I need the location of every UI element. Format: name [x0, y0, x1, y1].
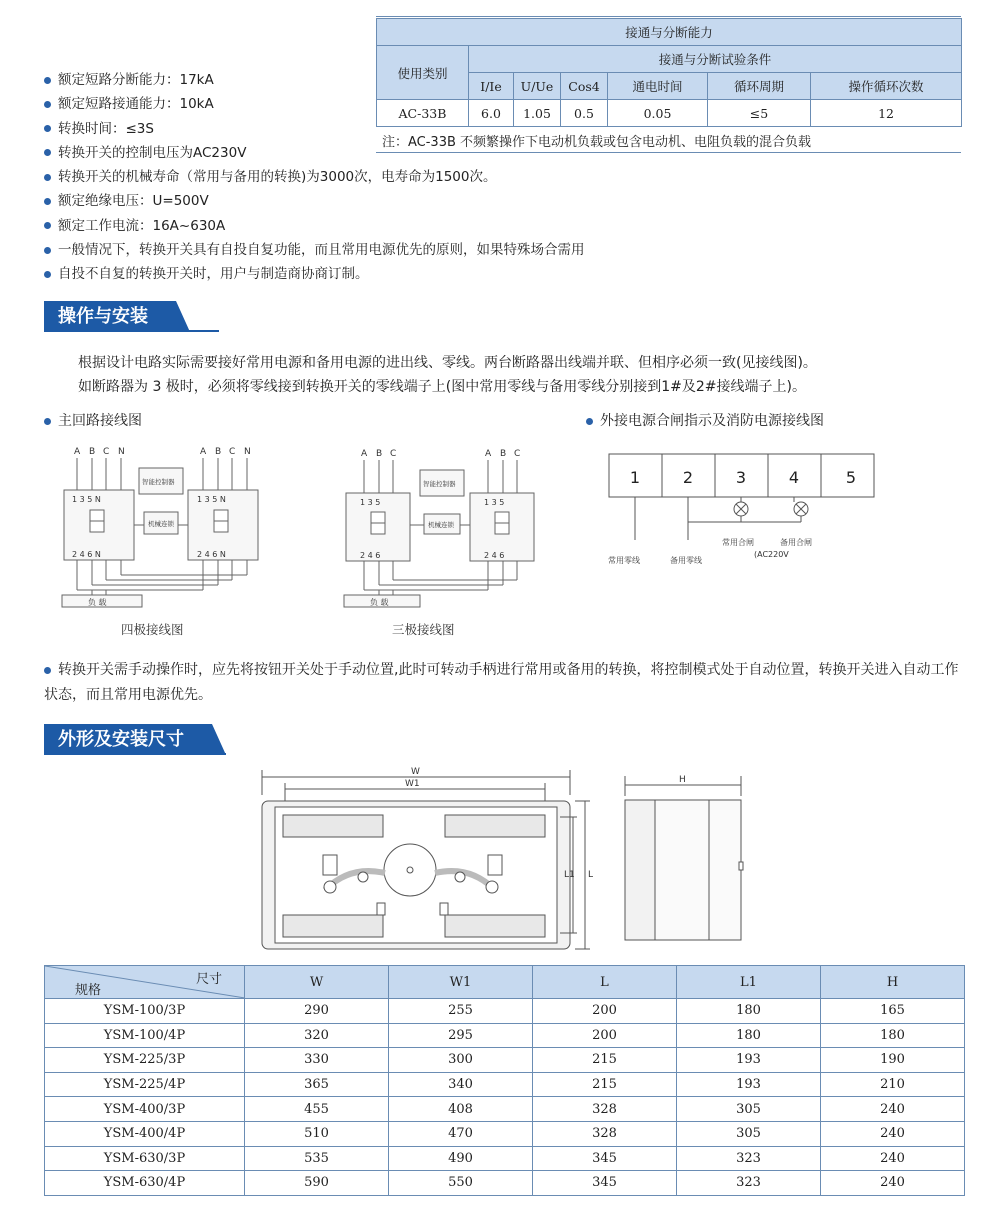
list-item: 自投不自复的转换开关时，用户与制造商协商订制。	[44, 262, 585, 286]
column-header: H	[821, 966, 965, 999]
table-cell: 193	[677, 1048, 821, 1073]
column-header: Cos4	[561, 73, 608, 100]
table-row	[45, 1048, 965, 1073]
list-item: 额定工作电流：16A~630A	[44, 214, 585, 238]
terminal-label: 1 3 5	[360, 498, 381, 507]
terminal-label: 2 4 6 N	[197, 550, 226, 559]
table-cell: 190	[821, 1048, 965, 1073]
table-cell: 1.05	[514, 100, 561, 127]
table-cell: 193	[677, 1072, 821, 1097]
table-cell: 165	[821, 999, 965, 1024]
table-cell: 255	[389, 999, 533, 1024]
table-cell: 455	[245, 1097, 389, 1122]
phase-label: B	[376, 449, 383, 459]
three-pole-wiring-diagram	[340, 440, 560, 615]
table-cell: AC-33B	[377, 100, 469, 127]
load-label: 负 载	[370, 598, 389, 607]
table-title: 接通与分断能力	[377, 19, 962, 46]
table-cell: 210	[821, 1072, 965, 1097]
table-cell: ≤5	[708, 100, 811, 127]
table-cell: 345	[533, 1146, 677, 1171]
controller-label: 智能控制器	[142, 478, 175, 486]
table-cell: 200	[533, 999, 677, 1024]
terminal-label: 1 3 5	[484, 498, 505, 507]
model-cell: YSM-100/3P	[45, 999, 245, 1024]
dimension-label: W1	[405, 779, 420, 789]
table-cell: 305	[677, 1097, 821, 1122]
table-cell: 300	[389, 1048, 533, 1073]
phase-label: N	[244, 447, 251, 457]
table-cell: 240	[821, 1121, 965, 1146]
phase-label: C	[514, 449, 521, 459]
controller-label: 智能控制器	[423, 480, 456, 488]
model-cell: YSM-400/3P	[45, 1097, 245, 1122]
front-outline-drawing	[255, 765, 605, 960]
table-cell: 12	[811, 100, 962, 127]
bullet-dot-icon	[44, 149, 51, 156]
load-label: 负 载	[88, 598, 107, 607]
table-note: 注：AC-33B 不频繁操作下电动机负载或包含电动机、电阻负载的混合负载	[382, 135, 812, 150]
table-cell: 590	[245, 1171, 389, 1196]
corner-bottom-label: 规格	[75, 983, 102, 998]
column-header: L1	[677, 966, 821, 999]
interlock-label: 机械连锁	[148, 520, 174, 528]
table-row	[45, 1072, 965, 1097]
column-header: I/Ie	[469, 73, 514, 100]
table-cell: 345	[533, 1171, 677, 1196]
table-cell: 0.5	[561, 100, 608, 127]
column-header: W	[245, 966, 389, 999]
table-cell: 550	[389, 1171, 533, 1196]
terminal-number: 4	[788, 468, 800, 487]
terminal-label: 1 3 5 N	[72, 495, 101, 504]
manual-operation-note: 转换开关需手动操作时，应先将按钮开关处于手动位置,此时可转动手柄进行常用或备用的转换，将控制模式处于自动位置，转换开关进入自动工作状态，而且常用电源优先。	[44, 662, 959, 703]
four-pole-caption: 四极接线图	[121, 622, 184, 637]
bullet-dot-icon	[44, 271, 51, 278]
section-title-operation: 操作与安装	[44, 301, 176, 332]
bullet-dot-icon	[44, 174, 51, 181]
model-cell: YSM-400/4P	[45, 1121, 245, 1146]
phase-label: C	[229, 447, 236, 457]
terminal-number: 1	[629, 468, 641, 487]
bullet-dot-icon	[44, 667, 51, 674]
phase-label: C	[103, 447, 110, 457]
terminal-label: 2 4 6 N	[72, 550, 101, 559]
model-cell: YSM-225/3P	[45, 1048, 245, 1073]
table-cell: 323	[677, 1146, 821, 1171]
table-cell: 535	[245, 1146, 389, 1171]
table-cell: 408	[389, 1097, 533, 1122]
table-cell: 295	[389, 1023, 533, 1048]
table-cell: 180	[677, 999, 821, 1024]
table-cell: 328	[533, 1097, 677, 1122]
table-cell: 0.05	[608, 100, 708, 127]
bullet-dot-icon	[44, 222, 51, 229]
table-cell: 305	[677, 1121, 821, 1146]
category-header: 使用类别	[377, 46, 469, 100]
table-row	[45, 999, 965, 1024]
terminal-number: 5	[845, 468, 857, 487]
main-circuit-heading: 主回路接线图	[44, 410, 142, 430]
dimension-label: H	[679, 775, 686, 785]
column-header: 循环周期	[708, 73, 811, 100]
closing-label: 常用合闸	[722, 538, 754, 547]
bullet-dot-icon	[586, 418, 593, 425]
three-pole-caption: 三极接线图	[392, 622, 455, 637]
table-cell: 328	[533, 1121, 677, 1146]
bullet-dot-icon	[44, 198, 51, 205]
interlock-label: 机械连锁	[428, 521, 454, 529]
table-cell: 470	[389, 1121, 533, 1146]
neutral-label: 备用零线	[670, 556, 702, 565]
table-cell: 200	[533, 1023, 677, 1048]
phase-label: A	[74, 447, 81, 457]
phase-label: A	[200, 447, 207, 457]
section-underline	[44, 330, 219, 332]
bullet-dot-icon	[44, 101, 51, 108]
list-item: 转换开关的机械寿命（常用与备用的转换)为3000次，电寿命为1500次。	[44, 165, 585, 189]
table-cell: 240	[821, 1171, 965, 1196]
table-row	[45, 1023, 965, 1048]
bullet-dot-icon	[44, 125, 51, 132]
dimension-label: L	[588, 870, 594, 880]
side-outline-drawing	[615, 770, 750, 945]
phase-label: A	[361, 449, 368, 459]
table-cell: 490	[389, 1146, 533, 1171]
table-row	[45, 1171, 965, 1196]
external-wiring-heading: 外接电源合闸指示及消防电源接线图	[586, 410, 824, 430]
voltage-label: (AC220V	[754, 550, 789, 559]
bullet-dot-icon	[44, 77, 51, 84]
terminal-number: 3	[735, 468, 747, 487]
corner-top-label: 尺寸	[195, 972, 222, 987]
closing-label: 备用合闸	[780, 538, 812, 547]
table-cell: 240	[821, 1146, 965, 1171]
table-row	[45, 1121, 965, 1146]
table-cell: 290	[245, 999, 389, 1024]
dimensions-table	[44, 965, 965, 1196]
list-item: 额定短路分断能力：17kA	[44, 68, 585, 92]
list-item: 转换开关的控制电压为AC230V	[44, 141, 585, 165]
phase-label: N	[118, 447, 125, 457]
table-cell: 320	[245, 1023, 389, 1048]
table-cell: 510	[245, 1121, 389, 1146]
phase-label: B	[89, 447, 96, 457]
neutral-label: 常用零线	[608, 556, 640, 565]
terminal-label: 2 4 6	[360, 551, 381, 560]
dimension-label: L1	[564, 870, 575, 880]
model-cell: YSM-100/4P	[45, 1023, 245, 1048]
model-cell: YSM-630/4P	[45, 1171, 245, 1196]
four-pole-wiring-diagram	[60, 440, 280, 615]
table-cell: 180	[821, 1023, 965, 1048]
section-underline	[44, 753, 226, 755]
bullet-dot-icon	[44, 247, 51, 254]
table-cell: 215	[533, 1072, 677, 1097]
column-header: 通电时间	[608, 73, 708, 100]
conditions-header: 接通与分断试验条件	[469, 46, 962, 73]
table-cell: 215	[533, 1048, 677, 1073]
table-cell: 6.0	[469, 100, 514, 127]
table-row	[45, 1146, 965, 1171]
phase-label: A	[485, 449, 492, 459]
list-item: 转换时间：≤3S	[44, 117, 585, 141]
list-item: 一般情况下，转换开关具有自投自复功能，而且常用电源优先的原则，如果特殊场合需用	[44, 238, 585, 262]
bullet-dot-icon	[44, 418, 51, 425]
model-cell: YSM-630/3P	[45, 1146, 245, 1171]
dimension-label: W	[411, 767, 420, 777]
table-cell: 180	[677, 1023, 821, 1048]
spec-bullet-list	[44, 68, 585, 287]
list-item: 额定短路接通能力：10kA	[44, 92, 585, 116]
phase-label: C	[390, 449, 397, 459]
table-cell: 330	[245, 1048, 389, 1073]
section-title-dimensions: 外形及安装尺寸	[44, 724, 212, 755]
column-header: U/Ue	[514, 73, 561, 100]
terminal-number: 2	[682, 468, 694, 487]
list-item: 额定绝缘电压：U=500V	[44, 189, 585, 213]
phase-label: B	[215, 447, 222, 457]
terminal-block-diagram	[600, 445, 890, 580]
table-row	[45, 1097, 965, 1122]
column-header: W1	[389, 966, 533, 999]
table-cell: 323	[677, 1171, 821, 1196]
installation-paragraph: 根据设计电路实际需要接好常用电源和备用电源的进出线、零线。两台断路器出线端并联、但相序必须一致(见接线图)。 如断路器为 3 极时，必须将零线接到转换开关的零线端子上(图中常用零线与备用零线分别接到1#及2#接线端子上)。	[78, 355, 817, 395]
terminal-label: 2 4 6	[484, 551, 505, 560]
top-rule	[376, 16, 961, 17]
model-cell: YSM-225/4P	[45, 1072, 245, 1097]
column-header: L	[533, 966, 677, 999]
table-cell: 240	[821, 1097, 965, 1122]
phase-label: B	[500, 449, 507, 459]
corner-header	[45, 966, 245, 999]
terminal-label: 1 3 5 N	[197, 495, 226, 504]
column-header: 操作循环次数	[811, 73, 962, 100]
table-cell: 340	[389, 1072, 533, 1097]
table-cell: 365	[245, 1072, 389, 1097]
